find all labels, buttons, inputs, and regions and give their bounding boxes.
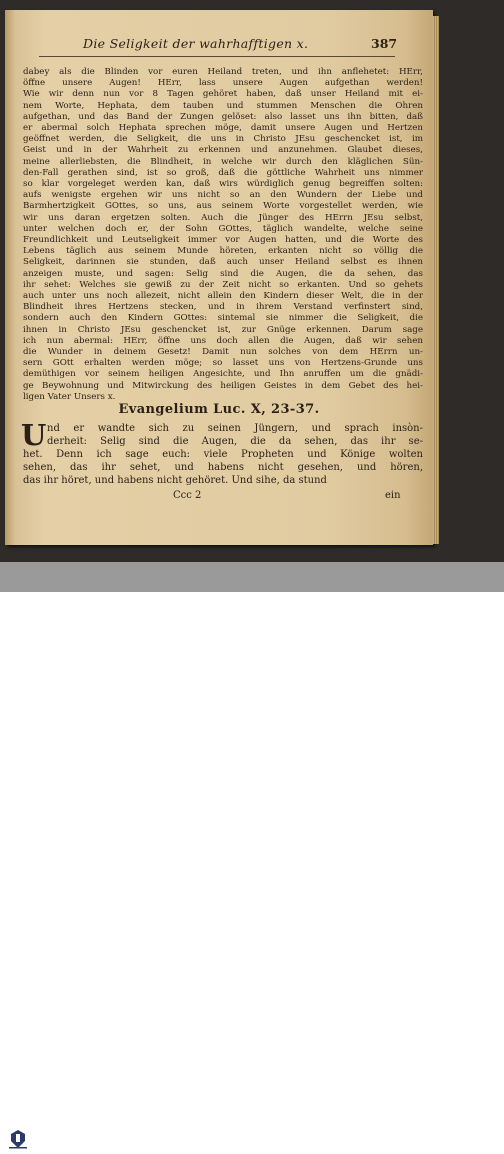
gospel-line: nd er wandte sich zu seinen Jüngern, und sprach insòn- <box>47 423 423 434</box>
text-line: sondern auch den Kindern GOttes: sintemal sie nimmer die Seligkeit, die <box>23 313 423 324</box>
text-line: ihr sehet: Welches sie gewiß zu der Zeit nicht so erkanten. Und so gehets <box>23 279 423 290</box>
running-title: Die Seligkeit der wahrhafftigen x. <box>83 36 309 51</box>
gospel-line: sehen, das ihr sehet, und habens nicht gesehen, und hören, <box>23 462 423 473</box>
text-line: aufgethan, und das Band der Zungen gelöset: also lasset uns ihn bitten, daß <box>23 111 423 122</box>
text-line: meine allerliebsten, die Blindheit, in welche wir durch den kläglichen Sün- <box>23 156 423 167</box>
text-line: er abermal solch Hephata sprechen möge, damit unsere Augen und Hertzen <box>23 123 423 133</box>
text-line: öffne unsere Augen! HErr, lass unsere Augen aufgethan werden! <box>23 78 423 89</box>
drop-cap: U <box>21 418 47 452</box>
text-line: nem Worte, Hephata, dem tauben und stummen Menschen die Ohren <box>23 100 423 111</box>
text-line: Blindheit ihres Hertzens stecken, und in ihrem Verstand verfinstert sind, <box>23 302 423 313</box>
footer-bar <box>0 562 504 1147</box>
text-line: dabey als die Blinden vor euren Heiland treten, und ihn anflehetet: HErr, <box>23 67 423 77</box>
text-line: unter welchen doch er, der Sohn GOttes, täglich wandelte, welche seine <box>23 223 423 234</box>
gospel-line: het. Denn ich sage euch: viele Propheten und Könige wolten <box>23 449 423 460</box>
catchword: ein <box>385 490 401 501</box>
running-head <box>5 36 433 56</box>
book-page-edges <box>433 16 439 544</box>
text-line: sern GOtt erhalten werden möge; so lasset uns von Hertzens-Grunde uns <box>23 358 423 369</box>
text-line: ihnen in Christo JEsu geschencket ist, zur Gnüge erkennen. Darum sage <box>23 324 423 335</box>
text-line: auch unter uns noch allezeit, nicht allein den Kindern dieser Welt, die in der <box>23 291 423 301</box>
text-line: wir uns daran ergetzen solten. Auch die Jünger des HErrn JEsu selbst, <box>23 212 423 223</box>
signature-mark: Ccc 2 <box>173 490 202 501</box>
text-line: aufs wenigste ergehen wir uns nicht so an den Wundern der Liebe und <box>23 190 423 201</box>
text-line: ge Beywohnung und Mitwirckung des heiligen Geistes in dem Gebet des hei- <box>23 380 423 391</box>
text-line: Seligkeit, darinnen sie stunden, daß auch unser Heiland selbst es ihnen <box>23 257 423 268</box>
book-page <box>5 10 433 545</box>
text-line: die Wunder in deinem Gesetz! Damit nun solches von dem HErrn un- <box>23 347 423 357</box>
text-line: den-Fall gerathen sind, ist so groß, daß die göttliche Wahrheit uns nimmer <box>23 167 423 178</box>
catch-line <box>5 490 433 504</box>
text-line: Geist und in der Wahrheit zu erkennen und anzunehmen. Glaubet dieses, <box>23 145 423 156</box>
library-crest-icon <box>6 1128 30 1150</box>
text-line: anzeigen muste, und sagen: Selig sind die Augen, die da sehen, das <box>23 268 423 279</box>
text-line: geöffnet werden, die Seligkeit, die uns in Christo JEsu geschencket ist, im <box>23 134 423 145</box>
text-line: Wie wir denn nun vor 8 Tagen gehöret haben, daß unser Heiland mit ei- <box>23 89 423 100</box>
text-line: Barmhertzigkeit GOttes, so uns, aus seinem Worte vorgestellet werden, wie <box>23 201 423 212</box>
text-line: Freundlichkeit und Leutseligkeit immer vor Augen hatten, und die Worte des <box>23 235 423 245</box>
gospel-line: derheit: Selig sind die Augen, die da sehen, das ihr se- <box>47 436 423 447</box>
gospel-heading: Evangelium Luc. X, 23-37. <box>118 402 320 417</box>
page-number: 387 <box>371 36 398 51</box>
text-line: ligen Vater Unsers x. <box>23 391 116 402</box>
text-line: demüthigen vor seinem heiligen Angesichte, und Ihn anruffen um die gnädi- <box>23 369 423 380</box>
library-logo[interactable] <box>6 1128 30 1150</box>
text-line: Lebens täglich aus seinem Munde höreten, erkanten nicht so völlig die <box>23 246 423 257</box>
gospel-line: das ihr höret, und habens nicht gehöret. Und sihe, da stund <box>23 475 327 486</box>
text-line: so klar vorgeleget werden kan, daß wirs würdiglich genug begreiffen solten: <box>23 179 423 189</box>
document-viewer <box>0 0 504 562</box>
header-rule <box>39 56 395 57</box>
text-line: ich nun abermal: HErr, öffne uns doch allen die Augen, daß wir sehen <box>23 335 423 346</box>
dfg-logo[interactable]: DFG <box>462 1132 494 1147</box>
